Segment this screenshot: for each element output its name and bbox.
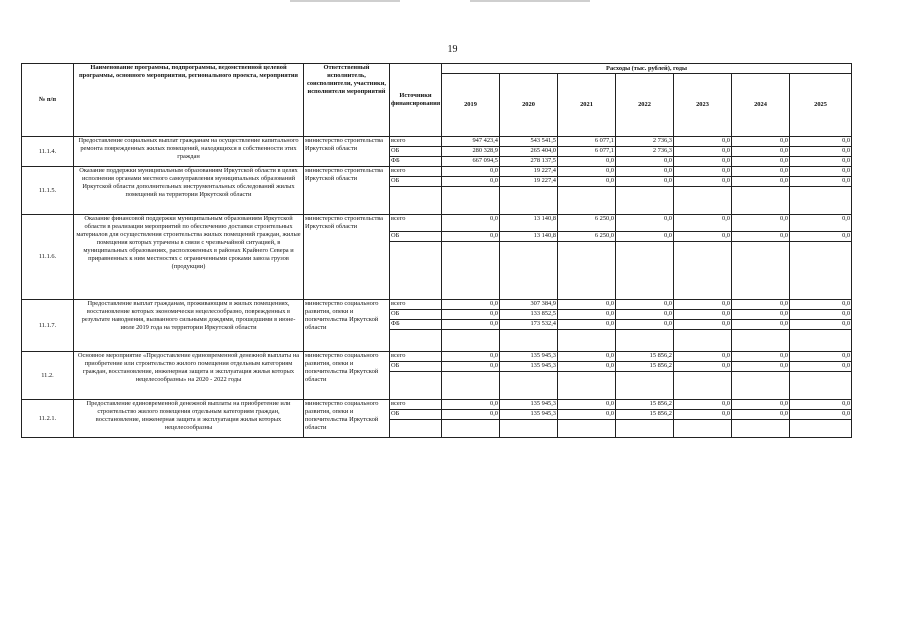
row-name: Предоставление выплат гражданам, проживающим в жилых помещениях, восстановление которых экономически нецелесообразно, поврежденных в результате наводнения, вызванного сильными дождями, прошедшими в июне-июле 2019 года на территории Иркутской области (74, 300, 304, 352)
row-value: 133 852,5 (500, 310, 558, 320)
row-value: 0,0 (732, 352, 790, 362)
empty-cell (500, 420, 558, 438)
row-value: 0,0 (558, 300, 616, 310)
row-value: 0,0 (442, 167, 500, 177)
row-code: 11.1.7. (22, 300, 74, 352)
row-responsible: министерство социального развития, опеки и попечительства Иркутской области (304, 400, 390, 438)
row-name: Основное мероприятие «Предоставление единовременной денежной выплаты на приобретение или строительство жилого помещения отдельным категориям граждан, восстановление, инженерная защита и эксплуатация жилья которых нецелесообразны» на 2020 - 2022 годы (74, 352, 304, 400)
row-value: 0,0 (732, 232, 790, 242)
header-year: 2023 (674, 74, 732, 137)
row-value: 19 227,4 (500, 167, 558, 177)
row-value: 0,0 (442, 400, 500, 410)
empty-cell (442, 242, 500, 300)
empty-cell (500, 330, 558, 352)
row-name: Предоставление единовременной денежной выплаты на приобретение или строительство жилого помещения отдельным категориям граждан, восстановление, инженерная защита и эксплуатация жилья которых нецелесообразны (74, 400, 304, 438)
row-value: 2 736,3 (616, 147, 674, 157)
row-value: 0,0 (674, 310, 732, 320)
row-name: Оказание финансовой поддержки муниципальным образованиям Иркутской области в реализации мероприятий по обеспечению доставки строительных материалов для осуществления строительства жилых помещений граждан, жилые помещения которых утрачены в связи с чрезвычайной ситуацией, в муниципальных образованиях, расположенных в районах Крайнего Севера и приравненных к ним местностях с ограниченными сроками завоза грузов (продукции) (74, 215, 304, 300)
row-value: 0,0 (732, 410, 790, 420)
header-responsible: Ответственный исполнитель, соисполнители, участники, исполнители мероприятий (304, 64, 390, 137)
row-value: 0,0 (616, 215, 674, 232)
scan-edge-line (470, 0, 590, 2)
row-value: 0,0 (790, 137, 852, 147)
budget-table (21, 63, 852, 438)
row-value: 135 945,3 (500, 362, 558, 372)
empty-cell (790, 420, 852, 438)
table-row (22, 167, 852, 177)
table-row (22, 300, 852, 310)
row-value: 173 532,4 (500, 320, 558, 330)
row-value: 0,0 (442, 177, 500, 187)
row-value: 0,0 (442, 352, 500, 362)
table-row (22, 400, 852, 410)
empty-cell (732, 242, 790, 300)
row-value: 543 541,5 (500, 137, 558, 147)
row-value: 0,0 (790, 147, 852, 157)
row-value: 0,0 (790, 310, 852, 320)
row-value: 0,0 (674, 157, 732, 167)
row-value: 0,0 (558, 320, 616, 330)
row-value: 0,0 (558, 362, 616, 372)
row-value: 0,0 (674, 232, 732, 242)
row-value: 0,0 (558, 400, 616, 410)
row-source: ОБ (390, 147, 442, 157)
empty-cell (442, 330, 500, 352)
empty-cell (558, 372, 616, 400)
row-value: 0,0 (674, 177, 732, 187)
row-value: 0,0 (732, 400, 790, 410)
row-value: 6 250,0 (558, 215, 616, 232)
header-year: 2022 (616, 74, 674, 137)
row-value: 0,0 (558, 177, 616, 187)
row-value: 0,0 (674, 400, 732, 410)
row-value: 0,0 (616, 320, 674, 330)
empty-cell (442, 187, 500, 215)
row-responsible: министерство строительства Иркутской области (304, 167, 390, 215)
row-value: 0,0 (442, 320, 500, 330)
row-value: 0,0 (790, 400, 852, 410)
row-value: 0,0 (732, 300, 790, 310)
row-source: ОБ (390, 410, 442, 420)
row-value: 307 384,9 (500, 300, 558, 310)
row-value: 13 140,8 (500, 232, 558, 242)
row-value: 0,0 (732, 167, 790, 177)
row-responsible: министерство строительства Иркутской области (304, 137, 390, 167)
row-value: 0,0 (616, 157, 674, 167)
empty-cell (500, 372, 558, 400)
row-value: 278 137,5 (500, 157, 558, 167)
row-value: 0,0 (616, 232, 674, 242)
row-value: 0,0 (558, 167, 616, 177)
row-value: 6 077,1 (558, 137, 616, 147)
row-value: 0,0 (558, 157, 616, 167)
empty-cell (732, 372, 790, 400)
empty-cell (442, 420, 500, 438)
row-value: 947 423,4 (442, 137, 500, 147)
empty-cell (732, 187, 790, 215)
empty-cell (390, 420, 442, 438)
row-source: всего (390, 352, 442, 362)
empty-cell (674, 330, 732, 352)
empty-cell (390, 330, 442, 352)
table-row (22, 215, 852, 232)
header-year: 2019 (442, 74, 500, 137)
header-num: № п/п (22, 64, 74, 137)
row-name: Предоставление социальных выплат гражданам на осуществление капитального ремонта поврежденных жилых помещений, находящихся в собственности этих граждан (74, 137, 304, 167)
empty-cell (674, 372, 732, 400)
row-value: 265 404,0 (500, 147, 558, 157)
row-value: 0,0 (674, 215, 732, 232)
empty-cell (790, 242, 852, 300)
row-value: 0,0 (790, 232, 852, 242)
row-code: 11.1.5. (22, 167, 74, 215)
row-code: 11.2.1. (22, 400, 74, 438)
row-value: 0,0 (790, 352, 852, 362)
row-value: 0,0 (732, 137, 790, 147)
row-value: 0,0 (790, 177, 852, 187)
row-value: 0,0 (732, 177, 790, 187)
row-code: 11.1.6. (22, 215, 74, 300)
empty-cell (558, 242, 616, 300)
header-year: 2021 (558, 74, 616, 137)
empty-cell (558, 330, 616, 352)
row-value: 0,0 (674, 352, 732, 362)
empty-cell (616, 420, 674, 438)
row-value: 0,0 (790, 157, 852, 167)
row-value: 0,0 (732, 147, 790, 157)
header-expenses: Расходы (тыс. рублей), годы (442, 64, 852, 74)
row-value: 0,0 (616, 167, 674, 177)
row-value: 0,0 (674, 167, 732, 177)
row-value: 135 945,3 (500, 400, 558, 410)
empty-cell (790, 330, 852, 352)
empty-cell (500, 242, 558, 300)
row-source: ОБ (390, 177, 442, 187)
row-value: 0,0 (442, 362, 500, 372)
row-value: 0,0 (732, 320, 790, 330)
row-value: 0,0 (616, 177, 674, 187)
row-value: 0,0 (442, 232, 500, 242)
row-source: ОБ (390, 310, 442, 320)
empty-cell (790, 372, 852, 400)
row-value: 0,0 (442, 310, 500, 320)
table-row (22, 137, 852, 147)
row-source: всего (390, 400, 442, 410)
row-value: 15 856,2 (616, 362, 674, 372)
row-value: 0,0 (558, 310, 616, 320)
header-source: Источники финансирования (390, 64, 442, 137)
row-name: Оказание поддержки муниципальным образованиям Иркутской области в целях исполнения органами местного самоуправления муниципальных образований Иркутской области дополнительных инструментальных обследований жилых помещений на территории Иркутской области (74, 167, 304, 215)
row-value: 0,0 (674, 137, 732, 147)
row-value: 0,0 (616, 310, 674, 320)
row-value: 0,0 (674, 410, 732, 420)
row-code: 11.2. (22, 352, 74, 400)
row-value: 0,0 (732, 215, 790, 232)
row-value: 0,0 (790, 362, 852, 372)
empty-cell (558, 420, 616, 438)
row-value: 0,0 (790, 410, 852, 420)
empty-cell (674, 420, 732, 438)
header-year: 2025 (790, 74, 852, 137)
row-value: 280 328,9 (442, 147, 500, 157)
row-value: 0,0 (790, 215, 852, 232)
row-value: 13 140,8 (500, 215, 558, 232)
row-source: всего (390, 300, 442, 310)
row-value: 667 094,5 (442, 157, 500, 167)
empty-cell (674, 187, 732, 215)
row-source: ФБ (390, 157, 442, 167)
row-value: 0,0 (558, 410, 616, 420)
table-row (22, 352, 852, 362)
empty-cell (732, 420, 790, 438)
empty-cell (674, 242, 732, 300)
row-value: 0,0 (442, 300, 500, 310)
row-value: 19 227,4 (500, 177, 558, 187)
empty-cell (616, 242, 674, 300)
row-value: 0,0 (442, 410, 500, 420)
row-source: всего (390, 167, 442, 177)
row-source: ОБ (390, 362, 442, 372)
row-value: 0,0 (732, 310, 790, 320)
row-responsible: министерство строительства Иркутской области (304, 215, 390, 300)
row-value: 15 856,2 (616, 400, 674, 410)
row-value: 15 856,2 (616, 410, 674, 420)
row-value: 135 945,3 (500, 352, 558, 362)
row-source: всего (390, 215, 442, 232)
empty-cell (732, 330, 790, 352)
empty-cell (558, 187, 616, 215)
empty-cell (390, 187, 442, 215)
row-value: 135 945,3 (500, 410, 558, 420)
empty-cell (500, 187, 558, 215)
row-responsible: министерство социального развития, опеки и попечительства Иркутской области (304, 352, 390, 400)
row-responsible: министерство социального развития, опеки и попечительства Иркутской области (304, 300, 390, 352)
row-source: ОБ (390, 232, 442, 242)
row-source: всего (390, 137, 442, 147)
row-code: 11.1.4. (22, 137, 74, 167)
empty-cell (616, 330, 674, 352)
header-year: 2020 (500, 74, 558, 137)
row-value: 0,0 (732, 362, 790, 372)
empty-cell (616, 187, 674, 215)
row-value: 0,0 (674, 362, 732, 372)
row-value: 0,0 (674, 147, 732, 157)
row-value: 2 736,3 (616, 137, 674, 147)
row-value: 0,0 (732, 157, 790, 167)
row-value: 0,0 (790, 300, 852, 310)
empty-cell (790, 187, 852, 215)
row-value: 0,0 (442, 215, 500, 232)
empty-cell (390, 372, 442, 400)
row-value: 6 077,1 (558, 147, 616, 157)
row-value: 15 856,2 (616, 352, 674, 362)
row-value: 0,0 (674, 320, 732, 330)
scan-edge-line (290, 0, 400, 2)
header-name: Наименование программы, подпрограммы, ведомственной целевой программы, основного мероприятия, регионального проекта, мероприятия (74, 64, 304, 137)
empty-cell (616, 372, 674, 400)
header-year: 2024 (732, 74, 790, 137)
page-number: 19 (447, 44, 458, 55)
row-value: 6 250,0 (558, 232, 616, 242)
row-value: 0,0 (674, 300, 732, 310)
row-value: 0,0 (790, 167, 852, 177)
empty-cell (390, 242, 442, 300)
row-source: ФБ (390, 320, 442, 330)
row-value: 0,0 (558, 352, 616, 362)
empty-cell (442, 372, 500, 400)
row-value: 0,0 (790, 320, 852, 330)
row-value: 0,0 (616, 300, 674, 310)
